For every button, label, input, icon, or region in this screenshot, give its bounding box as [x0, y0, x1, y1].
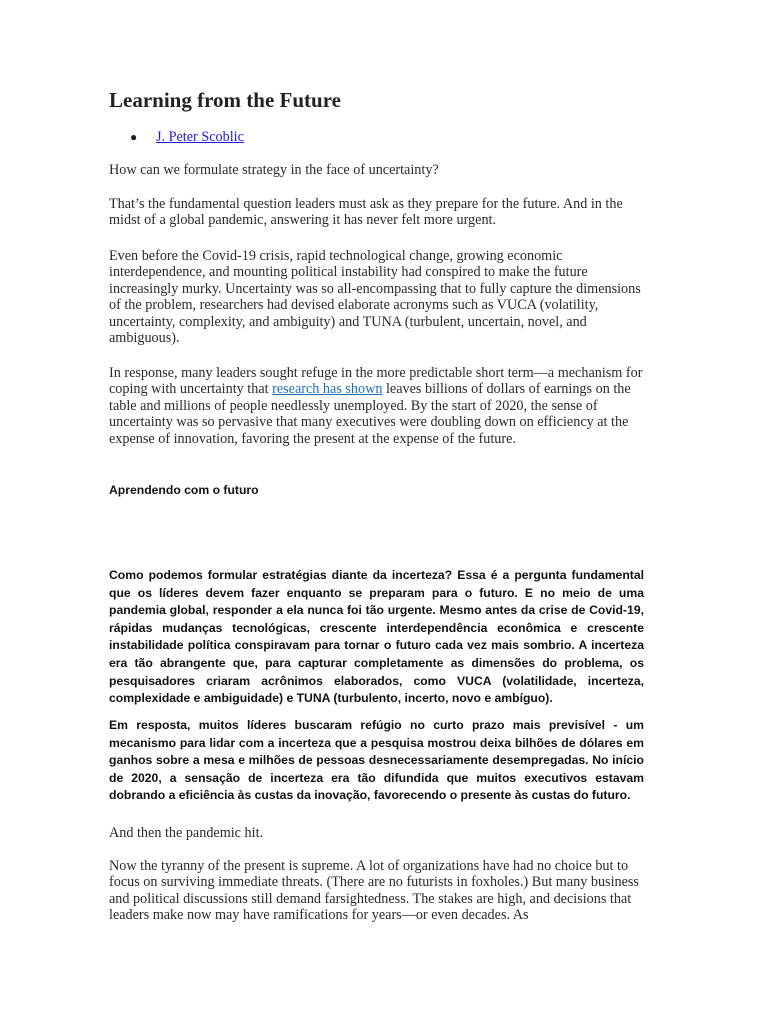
paragraph-3	[109, 365, 644, 447]
translation-title: Aprendendo com o futuro	[109, 483, 259, 497]
paragraph-1: That’s the fundamental question leaders must ask as they prepare for the future. And in the midst of a global pandemic, answering it has never felt more urgent.	[109, 196, 623, 229]
author-link[interactable]: J. Peter Scoblic	[156, 129, 244, 145]
intro-question: How can we formulate strategy in the face of uncertainty?	[109, 162, 439, 178]
paragraph-2: Even before the Covid-19 crisis, rapid technological change, growing economic interdependence, and mounting political instability had conspired to make the future increasingly murky. Uncertainty was so all-encompassing that to fully capture the dimensions of the problem, researchers had devised elaborate acronyms such as VUCA (volatility, uncertainty, complexity, and ambiguity) and TUNA (turbulent, uncertain, novel, and ambiguous).	[109, 248, 641, 347]
paragraph-5: Now the tyranny of the present is supreme. A lot of organizations have had no choice but to focus on surviving immediate threats. (There are no futurists in foxholes.) But many business and political discussions still demand farsightedness. The stakes are high, and decisions that leaders make now may have ramifications for years—or even decades. As	[109, 858, 639, 924]
paragraph-3-text-end: leaves billions of dollars of earnings on the table and millions of people needlessly unemployed. By the start of 2020, the sense of uncertainty was so pervasive that many executives were doubling down on efficiency at the expense of innovation, favoring the present at the expense of the future.	[109, 381, 631, 447]
article-title: Learning from the Future	[109, 88, 341, 112]
research-link[interactable]: research has shown	[272, 381, 383, 398]
translation-paragraph-2: Em resposta, muitos líderes buscaram refúgio no curto prazo mais previsível - um mecanismo para lidar com a incerteza que a pesquisa mostrou deixa bilhões de dólares em ganhos sobre a mesa e milhões de pessoas desnecessariamente desempregadas. No início de 2020, a sensação de incerteza era tão difundida que muitos executivos estavam dobrando a eficiência às custas da inovação, favorecendo o presente às custas do futuro.	[109, 718, 644, 803]
paragraph-3-text-start: In response, many leaders sought refuge in the more predictable short term—a mechanism for coping with uncertainty that	[109, 365, 643, 398]
paragraph-4: And then the pandemic hit.	[109, 825, 264, 841]
bullet-icon: ●	[130, 130, 138, 144]
translation-paragraph-1: Como podemos formular estratégias diante da incerteza? Essa é a pergunta fundamental que os líderes devem fazer enquanto se preparam para o futuro. E no meio de uma pandemia global, responder a ela nunca foi tão urgente. Mesmo antes da crise de Covid-19, rápidas mudanças tecnológicas, crescente interdependência econômica e crescente instabilidade política conspiravam para tornar o futuro cada vez mais sombrio. A incerteza era tão abrangente que, para capturar completamente as dimensões do problema, os pesquisadores criaram acrônimos elaborados, como VUCA (volatilidade, incerteza, complexidade e ambiguidade) e TUNA (turbulento, incerto, novo e ambíguo).	[109, 568, 644, 706]
